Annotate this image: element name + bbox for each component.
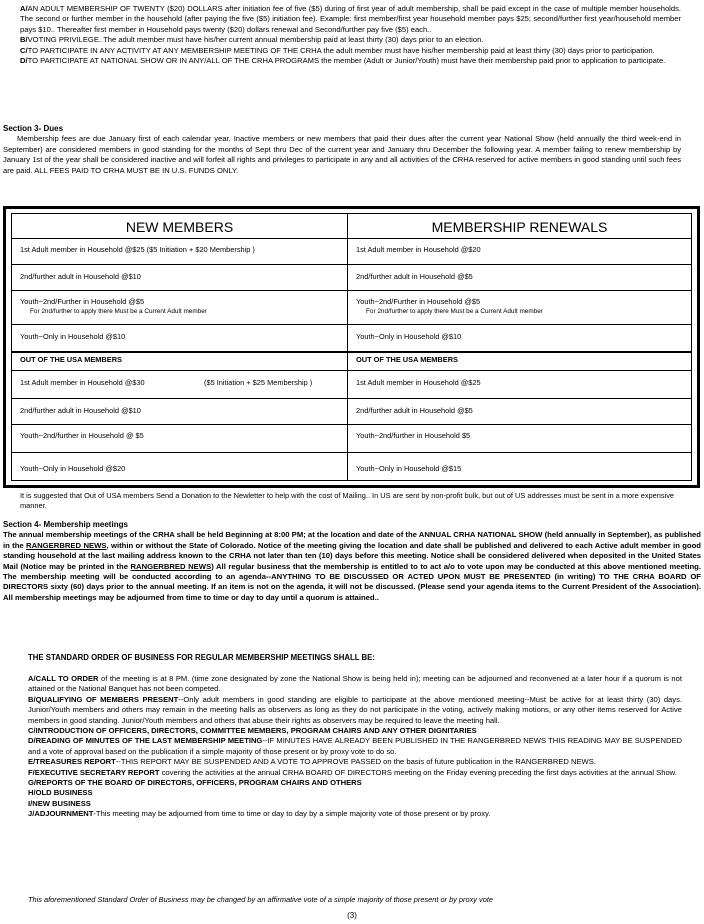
new-members-row-8: [12, 424, 347, 453]
order-item-label: I/NEW BUSINESS: [28, 798, 91, 808]
membership-clauses: [20, 4, 681, 66]
renewals-row-8: [348, 424, 691, 453]
new-members-row-label: Youth~Only in Household @$20: [20, 464, 126, 473]
new-members-row-note: For 2nd/further to apply there Must be a Current Adult member: [30, 308, 207, 315]
mailing-note: It is suggested that Out of USA members Send a Donation to the Newletter to help with the cost of Mailing.. In US are sent by non-profit bulk, but out of US addresses must be sent in a more expensive manner.: [20, 491, 675, 510]
renewals-column: [348, 214, 691, 480]
order-item: [28, 809, 682, 819]
order-item-label: B/QUALIFYING OF MEMBERS PRESENT: [28, 694, 179, 704]
renewals-row-4: [348, 324, 691, 353]
order-item-text: -This meeting may be adjourned from time to time or day to day by a simple majority vote of those present or by proxy.: [93, 809, 491, 819]
section-4: [3, 520, 701, 603]
order-item: [28, 768, 682, 778]
page-number: (3): [347, 911, 357, 920]
renewals-row-label: Youth~2nd/Further in Household @$5: [356, 297, 481, 306]
new-members-row-7: [12, 398, 347, 425]
new-members-row-label: Youth~Only in Household @$10: [20, 332, 126, 341]
new-members-row-label: 2nd/further adult in Household @$10: [20, 406, 141, 415]
order-item-label: G/REPORTS OF THE BOARD OF DIRECTORS, OFFICERS, PROGRAM CHAIRS AND OTHERS: [28, 778, 362, 788]
clause-d: D/TO PARTICIPATE AT NATIONAL SHOW OR IN ANY/ALL OF THE CRHA PROGRAMS the member (Adult or Junior/Youth) must have their membership paid prior to application to participate.: [20, 56, 666, 66]
clause-c: C/TO PARTICIPATE IN ANY ACTIVITY AT ANY MEMBERSHIP MEETING OF THE CRHA the adult member must have his/her membership paid at least thirty (30) days prior to participation.: [20, 45, 655, 55]
order-item-text: --THIS REPORT MAY BE SUSPENDED AND A VOTE TO APPROVE PASSED on the basis of future publication in the RANGERBRED NEWS.: [115, 757, 596, 767]
order-item-text: --Only adult members in good standing are eligible to participate at the above mentioned meeting--Must be active for at least thirty (30) days. Junior/Youth members and others may remain in the meeting halls as observers as long as they do not participate in the voting, actively making motions, or any other items reserved for Active members in good standing. Junior/Youth members and others that abuse their rights as observers may be required to leave the meeting hall.: [28, 694, 682, 725]
order-of-business: [28, 674, 682, 820]
new-members-row-label: Youth~2nd/further in Household @ $5: [20, 431, 144, 440]
order-item-label: F/EXECUTIVE SECRETARY REPORT: [28, 767, 160, 777]
new-members-row-label: Youth~2nd/Further in Household @$5: [20, 297, 145, 306]
order-item-text: --IF MINUTES HAVE ALREADY BEEN PUBLISHED IN THE RANGERBRED NEWS THIS READING MAY BE SUSPENDED and a vote of approval based on the publication if a simple majority of those present or by proxy vote to do so.: [28, 736, 682, 756]
new-members-row-1: [12, 238, 347, 265]
order-item-label: J/ADJOURNMENT: [28, 809, 94, 819]
renewals-row-2: [348, 264, 691, 291]
order-item-label: D/READING OF MINUTES OF THE LAST MEMBERSHIP MEETING: [28, 736, 263, 746]
new-members-row-label: 2nd/further adult in Household @$10: [20, 272, 141, 281]
section-4-text: The annual membership meetings of the CRHA shall be held Beginning at 8:00 PM; at the location and date of the ANNUAL CRHA NATIONAL SHOW (held annually in September), as published in the RANGERBRED NEWS, within or without the State of Colorado. Notice of the meeting giving the location and date shall be published and delivered to each Active adult member in good standing household at the last mailing address known to the CRHA not later than ten (10) days before this meeting. Notice shall be considered delivered when deposited in the United States Mail (Notice may be printed in the RANGERBRED NEWS) All regular business that the membership is entitled to to act a/o to vote upon may be conducted at this above mentioned meeting. The membership meeting will be conducted according to an agenda--ANYTHING TO BE DISCUSSED OR ACTED UPON MUST BE PRESENTED (in writing) TO THE CRHA BOARD OF DIRECTORS sixty (60) days prior to the annual meeting. If an item is not on the agenda, it will not be discussed. (Please send your agenda items to the Current President of the Association). All membership meetings may be adjourned from time to time or day to day until a quorum is attained..: [3, 530, 701, 602]
order-item: [28, 726, 682, 736]
new-members-row-label: OUT OF THE USA MEMBERS: [20, 355, 122, 364]
new-members-row-5: [12, 351, 347, 371]
renewals-row-5: [348, 351, 691, 371]
renewals-header: MEMBERSHIP RENEWALS: [348, 214, 691, 239]
order-item: [28, 674, 682, 695]
order-item: [28, 757, 682, 767]
new-members-row-4: [12, 324, 347, 353]
section-3-heading: Section 3- Dues: [3, 124, 64, 133]
closing-note: This aforementioned Standard Order of Business may be changed by an affirmative vote of a simple majority of those present or by proxy vote: [28, 895, 494, 904]
new-members-row-2: [12, 264, 347, 291]
section-3: [3, 124, 681, 176]
order-item-label: A/CALL TO ORDER: [28, 674, 99, 683]
fee-table-inner: [11, 213, 692, 481]
clause-b: B/VOTING PRIVILEGE..The adult member must have his/her current annual membership paid at least thirty (30) days prior to an election.: [20, 35, 484, 45]
new-members-row-breakdown: ($5 Initiation + $25 Membership ): [204, 378, 313, 387]
new-members-row-label: 1st Adult member in Household @$30: [20, 378, 145, 387]
renewals-row-9: [348, 452, 691, 482]
renewals-row-6: [348, 370, 691, 399]
new-members-row-label: 1st Adult member in Household @$25 ($5 Initiation + $20 Membership ): [20, 245, 255, 254]
fee-table: [3, 206, 700, 488]
new-members-row-6: [12, 370, 347, 399]
renewals-row-label: Youth~Only in Household @$10: [356, 332, 462, 341]
renewals-row-label: 2nd/further adult in Household @$5: [356, 272, 473, 281]
renewals-row-1: [348, 238, 691, 265]
renewals-row-7: [348, 398, 691, 425]
renewals-row-label: Youth~Only in Household @$15: [356, 464, 462, 473]
section-3-text: Membership fees are due January first of each calendar year. Inactive members or new members that paid their dues after the current year National Show (held annually the third week-end in September) are considered members in good standing for the months of Sept thru Dec of the current year and January thru December the following year. A member failing to renew membership by January 1st of the year shall be considered inactive and will forfeit all rights and privileges to participate in any and all activities of the CRHA reserved for active members in good standing until such fees are paid. ALL FEES PAID TO CRHA MUST BE IN U.S. FUNDS ONLY.: [3, 134, 681, 175]
order-item-label: E/TREASURES REPORT: [28, 757, 116, 767]
renewals-row-note: For 2nd/further to apply there Must be a Current Adult member: [366, 308, 543, 315]
order-item: [28, 695, 682, 726]
renewals-row-label: 1st Adult member in Household @$25: [356, 378, 481, 387]
order-heading: THE STANDARD ORDER OF BUSINESS FOR REGULAR MEMBERSHIP MEETINGS SHALL BE:: [28, 653, 375, 662]
order-item: [28, 799, 682, 809]
clause-a: A/AN ADULT MEMBERSHIP OF TWENTY ($20) DOLLARS after initiation fee of five ($5) during of first year of adult membership, shall be paid except in the case of multiple member households. The second or further member in the household (after paying the five ($5) initiation fee). Example: first member/first year household member pays $25; second/further first year/household member pays $10.. Thereafter first member in Household pays twenty ($20) dollars renewal and Second/further pay five ($5) each..: [20, 4, 681, 34]
order-item-text: covering the activities at the annual CRHA BOARD OF DIRECTORS meeting on the Friday evening preceding the first days activities at the annual Show.: [159, 767, 677, 777]
new-members-header: NEW MEMBERS: [12, 214, 347, 239]
order-item: [28, 788, 682, 798]
order-item-label: C/INTRODUCTION OF OFFICERS, DIRECTORS, COMMITTEE MEMBERS, PROGRAM CHAIRS AND ANY OTHER DIGNITARIES: [28, 726, 477, 736]
order-item-label: H/OLD BUSINESS: [28, 788, 93, 798]
order-item: [28, 736, 682, 757]
renewals-row-label: Youth~2nd/further in Household $5: [356, 431, 471, 440]
new-members-column: [12, 214, 348, 480]
renewals-row-label: 2nd/further adult in Household @$5: [356, 406, 473, 415]
order-item-text: of the meeting is at 8 PM. (time zone designated by zone the National Show is being held in); meeting can be adjourned and reconvened at a later hour if a quorum is not attained or the National Banquet has not been competed.: [28, 674, 682, 694]
new-members-row-3: [12, 290, 347, 325]
new-members-row-9: [12, 452, 347, 482]
renewals-row-3: [348, 290, 691, 325]
renewals-row-label: 1st Adult member in Household @$20: [356, 245, 481, 254]
order-item: [28, 778, 682, 788]
section-4-heading: Section 4- Membership meetings: [3, 520, 128, 529]
renewals-row-label: OUT OF THE USA MEMBERS: [356, 355, 458, 364]
